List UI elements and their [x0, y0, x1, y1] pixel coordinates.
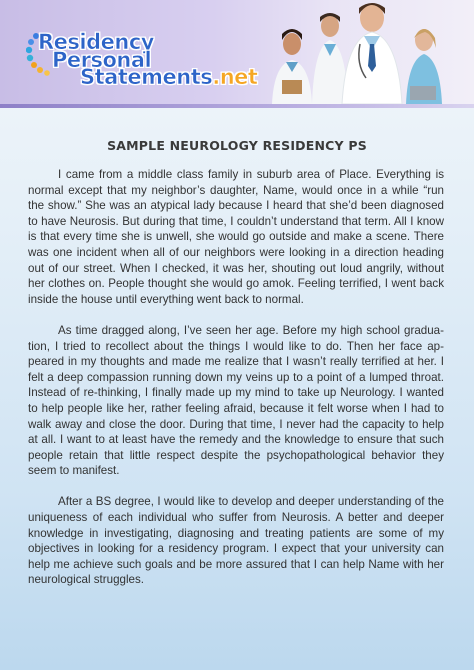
logo-text-tld: .net [212, 65, 258, 89]
header-divider [0, 104, 474, 108]
page-title: SAMPLE NEUROLOGY RESIDENCY PS [107, 138, 367, 153]
logo-text-line3 [80, 67, 257, 88]
paragraph: I came from a middle class family in suburb area of Place. Everything is normal except that my neighbor’s daughter, Name, would once in a while “run the show.” She was an atypical lady because I heard that she’d been diagnosed to have Neurosis. But during that time, I couldn’t understand that term. All I know is that every time she is unwell, she would go outside and make a scene. There was one incident when all of our neighbors were looking in a direction heading out of our street. When I checked, it was her, shouting out loud angrily, without her clothes on. People thought she would go amok. Feeling terrified, I went back inside the house until everything went back to normal. [28, 168, 444, 306]
logo-text-line2: Personal [52, 48, 152, 72]
document-body [28, 167, 444, 604]
site-header [0, 0, 474, 106]
doctors-illustration [264, 0, 454, 104]
logo-text-main: Statements [80, 65, 213, 89]
logo-text-line1: Residency [38, 30, 154, 54]
paragraph: After a BS degree, I would like to develop and deeper understanding of the uniqueness of each individual who suffer from Neurosis. A better and deeper knowledge in investigating, diagnosing and treating patients are some of my objectives in looking for a residency program. I expect that your university can help me achieve such goals and be more assured that I can help Name with her neurological struggles. [28, 495, 444, 587]
paragraph: As time dragged along, I’ve seen her age. Before my high school graduation, I tried to recollect about the things I would like to do. Then her face appeared in my thoughts and made me realize that I wasn’t really terrified at her. I felt a deep compassion running down my veins up to a point of a lumped throat. Instead of re-thinking, I finally made up my mind to take up Neurology. I wanted to help people like her, rather feeling afraid, because it felt worse when I had to walk away and close the door. During that time, I never had the capacity to help at all. I want to at least have the remedy and the knowledge to ensure that such people retain that little respect despite the psychopathological behavior they seem to manifest. [28, 323, 444, 478]
